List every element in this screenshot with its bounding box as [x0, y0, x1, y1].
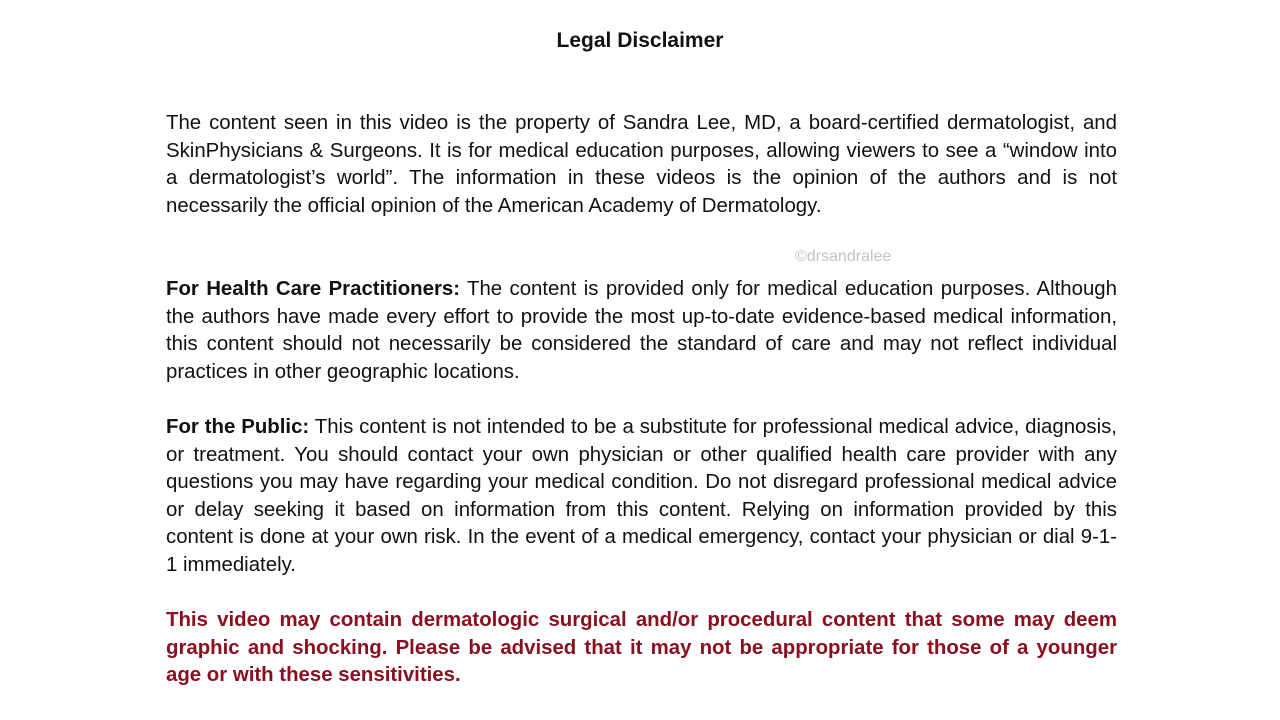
intro-paragraph: The content seen in this video is the property of Sandra Lee, MD, a board-certified dermatologist, and SkinPhysicians & Surgeons. It is for medical education purposes, allowing viewers to see a “window into a dermatologist’s world”. The information in these videos is the opinion of the authors and is not necessarily the official opinion of the American Academy of Dermatology.: [166, 112, 1117, 217]
practitioners-text: The content is provided only for medical education purposes. Although the authors have made every effort to provide the most up-to-date evidence-based medical information, this content should not necessarily be considered the standard of care and may not reflect individual practices in other geographic locations.: [166, 278, 1117, 383]
practitioners-paragraph: [166, 276, 1117, 386]
page-title: Legal Disclaimer: [556, 29, 724, 52]
practitioners-heading: For Health Care Practitioners:: [166, 278, 461, 300]
watermark: ©drsandralee: [795, 248, 892, 265]
public-heading: For the Public:: [166, 416, 310, 438]
public-paragraph: [166, 414, 1117, 580]
graphic-content-warning: This video may contain dermatologic surgical and/or procedural content that some may deem graphic and shocking. Please be advised that it may not be appropriate for those of a younger age or with these sensitivities.: [166, 609, 1117, 687]
public-text: This content is not intended to be a substitute for professional medical advice, diagnosis, or treatment. You should contact your own physician or other qualified health care provider with any questions you may have regarding your medical condition. Do not disregard professional medical advice or delay seeking it based on information from this content. Relying on information provided by this content is done at your own risk. In the event of a medical emergency, contact your physician or dial 9-1-1 immediately.: [166, 416, 1117, 576]
